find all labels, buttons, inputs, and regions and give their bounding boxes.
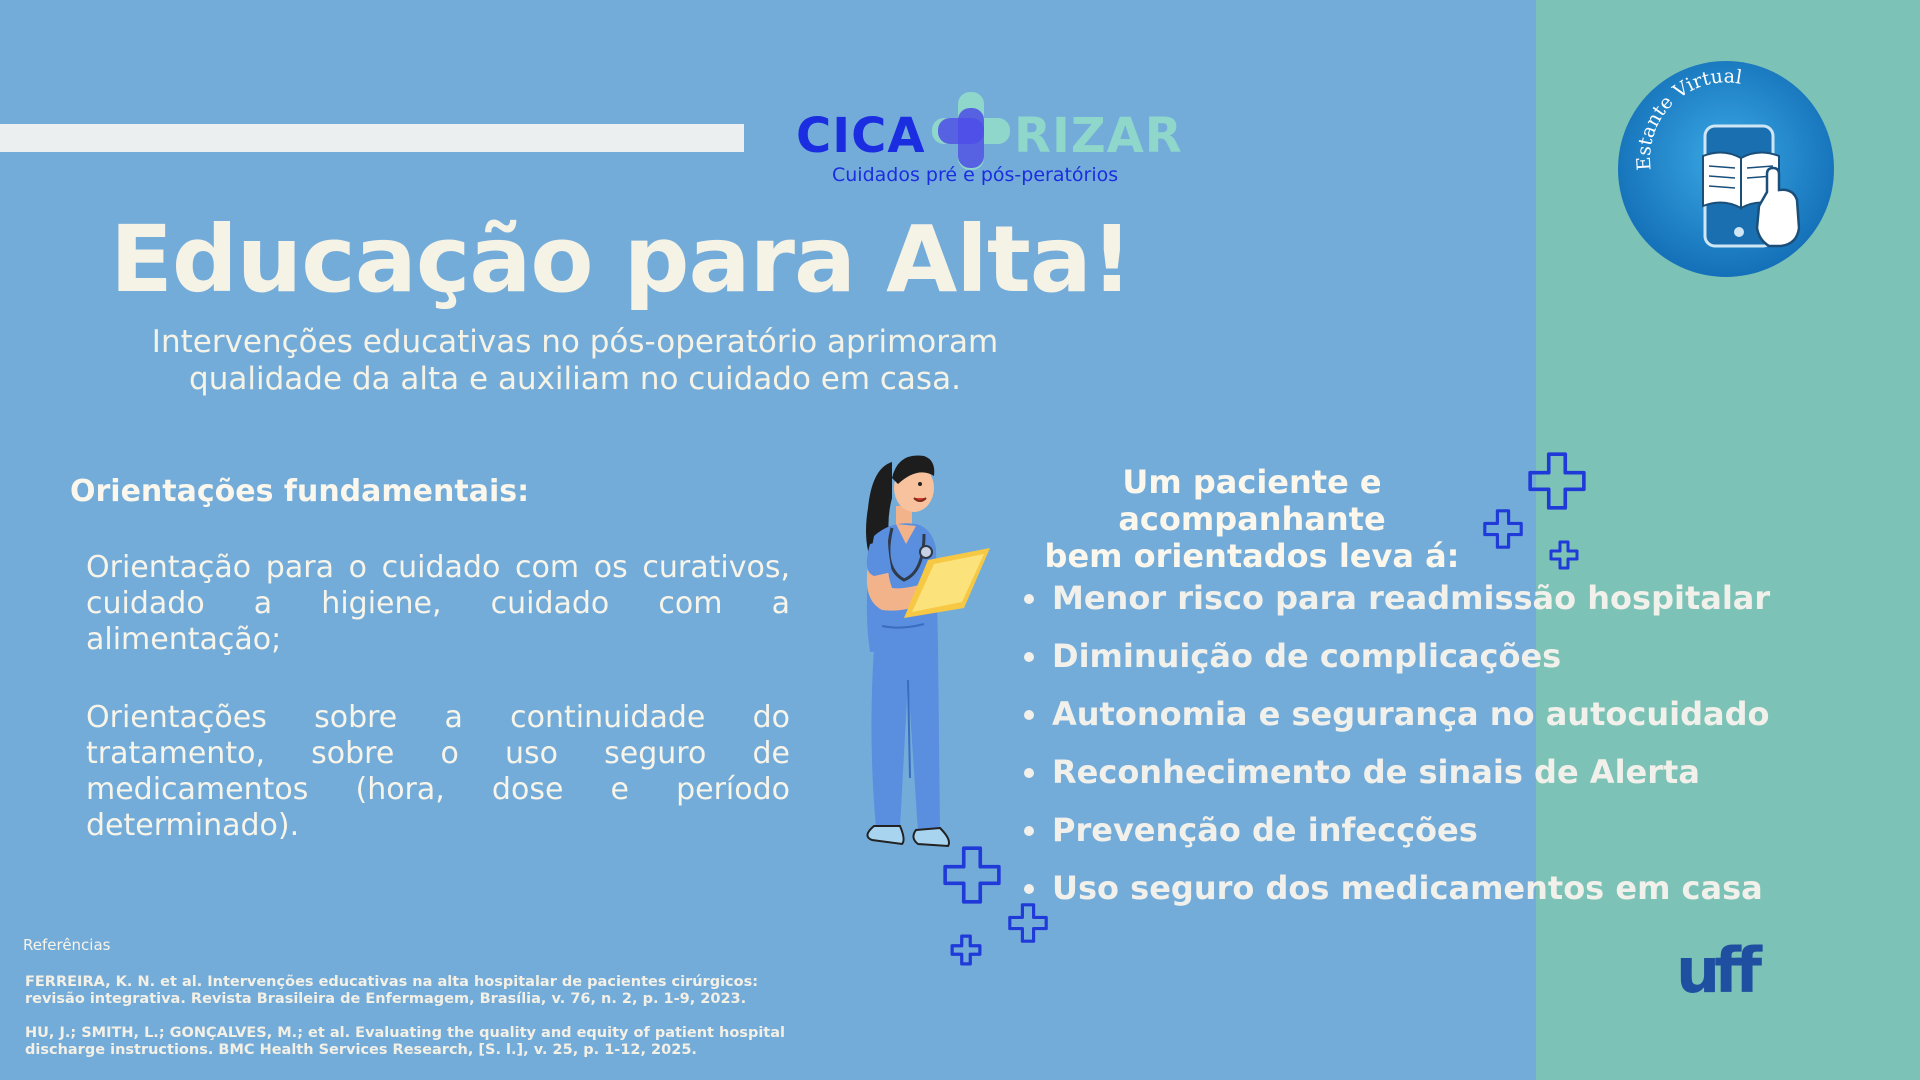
reference-item: HU, J.; SMITH, L.; GONÇALVES, M.; et al. Evaluating the quality and equity of patient hospital discharge instructions. BMC Health Services Research, [S. l.], v. 25, p. 1-12, 2025. xyxy=(25,1025,785,1058)
benefit-item: Reconhecimento de sinais de Alerta xyxy=(1020,748,1770,806)
page-subtitle: Intervenções educativas no pós-operatório aprimoram qualidade da alta e auxiliam no cuidado em casa. xyxy=(151,324,999,397)
references-title: Referências xyxy=(23,936,111,954)
svg-text:uff: uff xyxy=(1676,940,1757,1004)
plus-outline-icon xyxy=(1482,508,1524,550)
plus-outline-icon xyxy=(1526,450,1588,512)
plus-outline-icon xyxy=(941,844,1003,906)
guideline-paragraph: Orientações sobre a continuidade do tratamento, sobre o uso seguro de medicamentos (hora, dose e período determinado). xyxy=(86,700,790,843)
benefits-list xyxy=(1020,574,1770,922)
nurse-illustration xyxy=(852,448,1002,848)
guideline-paragraph: Orientação para o cuidado com os curativos, cuidado a higiene, cuidado com a alimentação; xyxy=(86,550,790,657)
benefit-item: Menor risco para readmissão hospitalar xyxy=(1020,574,1770,632)
benefit-item: Diminuição de complicações xyxy=(1020,632,1770,690)
benefit-item: Autonomia e segurança no autocuidado xyxy=(1020,690,1770,748)
reference-item: FERREIRA, K. N. et al. Intervenções educativas na alta hospitalar de pacientes cirúrgicos: revisão integrativa. Revista Brasileira de Enfermagem, Brasília, v. 76, n. 2, p. 1-9, 2023. xyxy=(25,974,759,1007)
benefit-item: Uso seguro dos medicamentos em casa xyxy=(1020,864,1770,922)
logo-cross-icon xyxy=(928,88,1014,174)
plus-outline-icon xyxy=(1007,902,1049,944)
benefit-item: Prevenção de infecções xyxy=(1020,806,1770,864)
cicatrizar-logo xyxy=(796,86,1183,196)
top-decorative-bar xyxy=(0,124,744,152)
uff-logo xyxy=(1676,940,1788,1004)
plus-outline-icon xyxy=(950,934,982,966)
outcomes-heading xyxy=(984,464,1520,575)
estante-virtual-badge[interactable] xyxy=(1617,60,1835,278)
logo-text-cica: CICA xyxy=(796,108,926,164)
plus-outline-icon xyxy=(1549,540,1579,570)
page-title: Educação para Alta! xyxy=(110,206,1132,313)
guidelines-heading: Orientações fundamentais: xyxy=(70,474,530,509)
outcomes-heading-line2: bem orientados leva á: xyxy=(1044,537,1460,575)
logo-tagline: Cuidados pré e pós-peratórios xyxy=(832,164,1119,186)
badge-label: Estante Virtual xyxy=(1632,65,1744,172)
logo-text-rizar: RIZAR xyxy=(1014,108,1183,164)
outcomes-heading-line1: Um paciente e acompanhante xyxy=(1118,463,1386,538)
